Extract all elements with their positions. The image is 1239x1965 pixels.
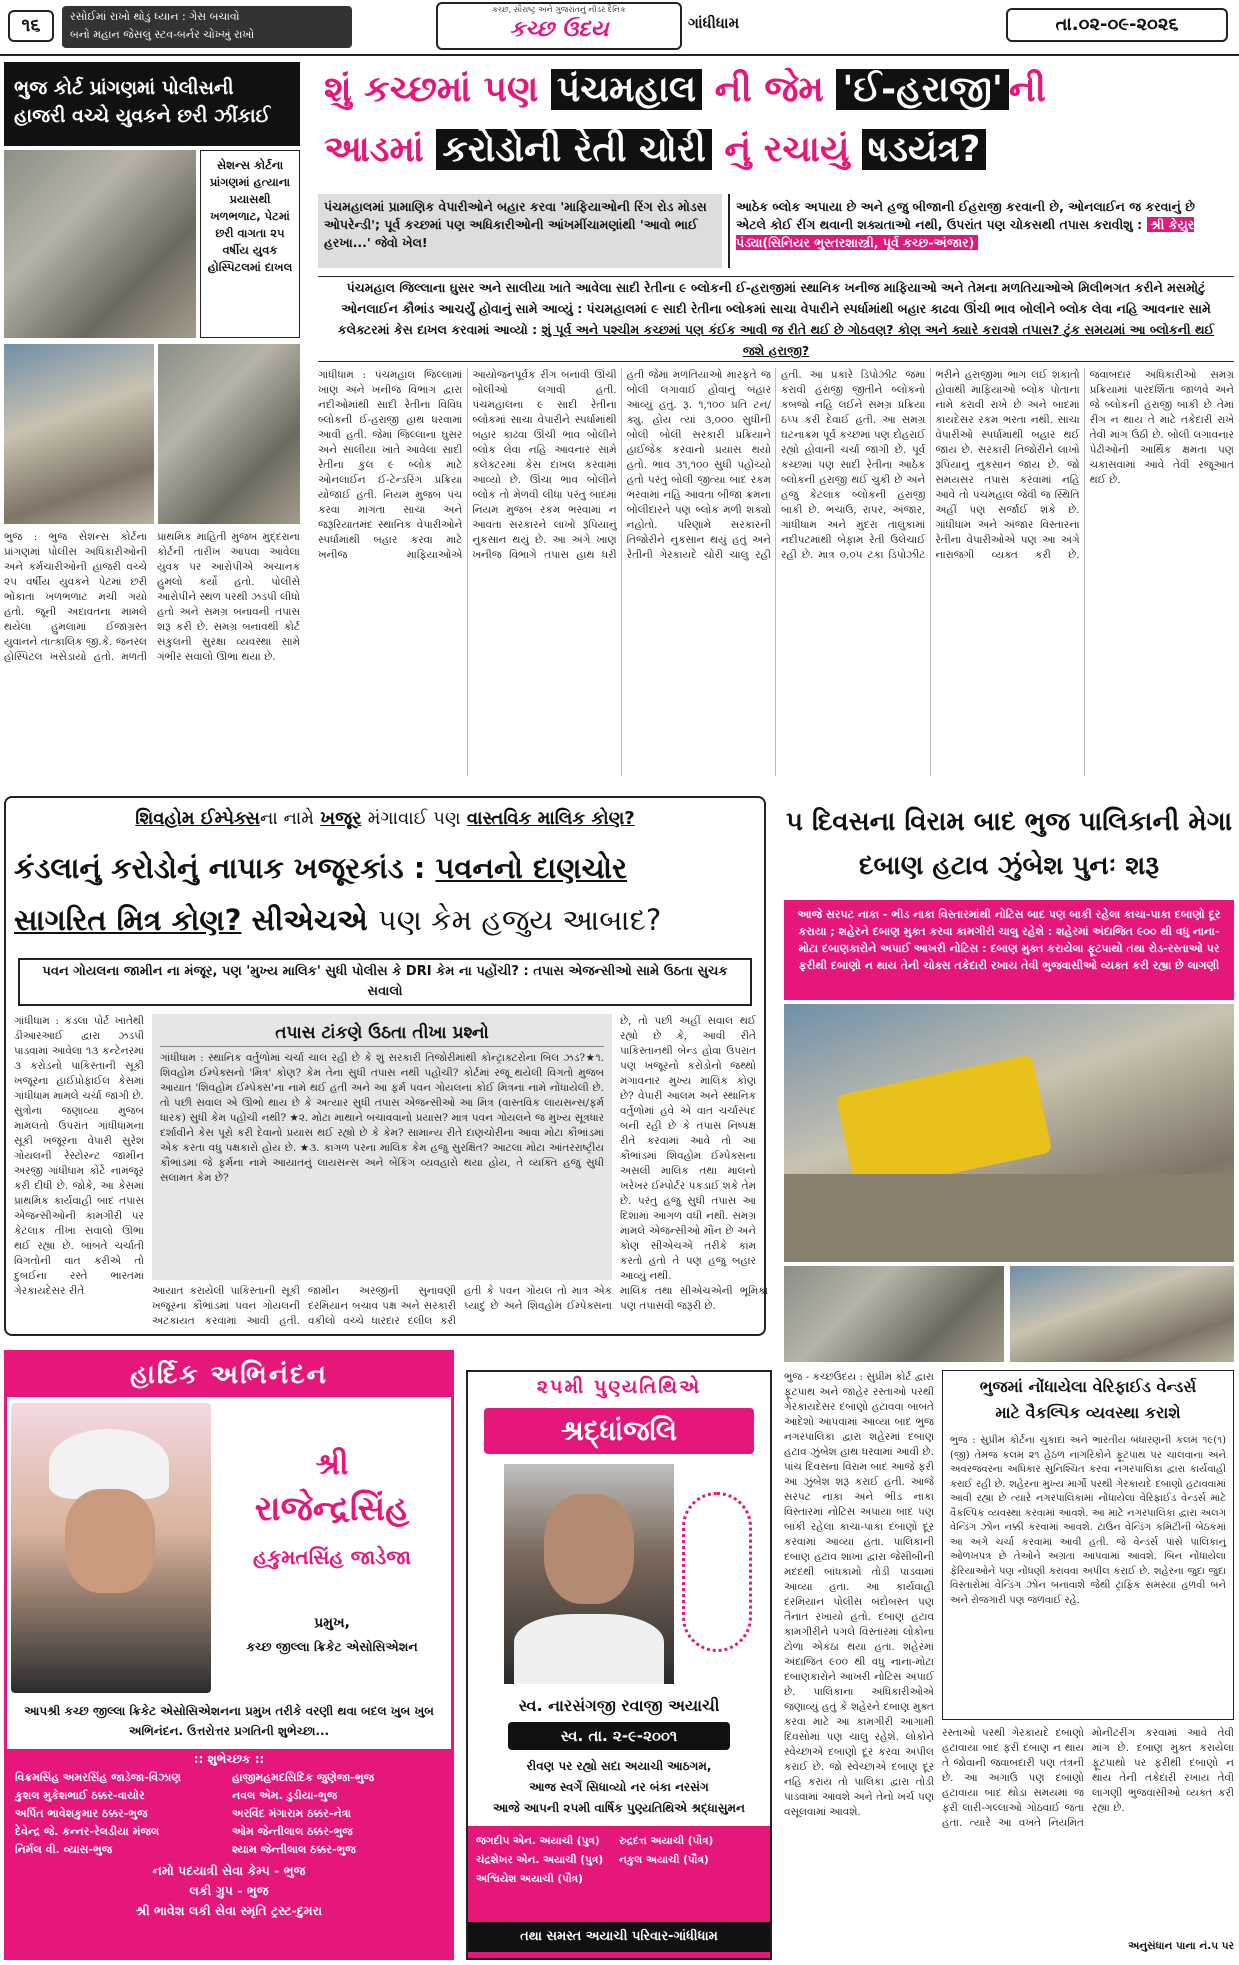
dates-kicker-part3: ખજૂર [320,808,362,829]
dates-headline-part2: પવનનો દાણચોર [435,851,627,885]
tribute-name: સ્વ. નારસંગજી રવાજી અયાચી [518,1696,720,1715]
sand-official-quote: શ્રી કેયુર પંડ્યા(સિનિયર ભુસ્તરશાસ્ત્રી, પૂર્વ કચ્છ-અંજાર) [736,217,1195,250]
tribute-shirt-shape [514,1614,664,1684]
tribute-family-member: નકુલ અયાચી (પૌત્ર) [619,1854,709,1866]
tribute-family-member: રુદ્રદત્ત અયાચી (પૌત્ર) [619,1835,714,1847]
felicitation-shri: શ્રી [315,1447,349,1482]
logo-tagline: કચ્છ, સૌરાષ્ટ્ર અને ગુજરાતનું નીડર દૈનિક [492,5,626,14]
dates-deck: પવન ગોયલના જામીન ના મંજૂર, પણ 'મુખ્ય માલિક' સુધી પોલીસ કે DRI કેમ ના પહોંચી? : તપાસ એજન્સીઓ સામે ઉઠતા સુચક સવાલો [18,958,752,1006]
sand-headline-part3: ની [1008,69,1046,110]
dates-body-right: છે, તો પછી અહીં સવાલ થઈ રહ્યો છે કે, આવી રીતે પાકિસ્તાનથી બેન્ડ હોવા ઉપરાંત પણ ખજૂરનો કરોડોનો જથ્થો મંગાવનાર મુખ્ય માલિક કોણ છે? વેપારી આલમ અને સ્થાનિક વર્તુળોમાં હવે એ વાત ચર્ચાસ્પદ બની રહી છે કે તપાસ નિષ્પક્ષ રીતે કરવામાં આવે તો આ કૌભાંડમાં શિવહોમ ઈમ્પેક્સના અસલી માલિક તથા માલનો ખરેખર ઈમ્પોર્ટર પકડાઈ શકે તેમ છે. પરંતુ હજુ સુધી તપાસ આ દિશામાં આગળ વધી નથી. સમગ્ર મામલે એજન્સીઓ મૌન છે અને કોણ સીએચએ તરીકે કામ કરતો હતો તે પણ હજુ બહાર આવ્યું નથી. [620,1015,756,1282]
demolition-headline: ૫ દિવસના વિરામ બાદ ભુજ પાલિકાની મેગા દબાણ હટાવ ઝુંબેશ પુનઃ શરૂ [785,807,1233,881]
vendors-headline-line2: માટે વૈકલ્પિક વ્યવસ્થા કરાશે [995,1403,1181,1422]
demolition-jcb-photo [784,1004,1234,1262]
dates-kicker-part2: ના નામે [259,808,315,829]
knife-victim-photo [4,150,196,338]
tribute-title: શ્રદ્ધાંજલિ [484,1408,754,1454]
gas-ad-banner [62,6,352,48]
newspaper-logo [436,2,682,50]
vendors-body: ભુજ : સુપ્રીમ કોર્ટના ચુકાદા અને ભારતીય બંધારણની કલમ ૧૯(૧)(જી) તેમજ કલમ ૨૧ હેઠળ નાગરિકોને ફૂટપાથ પર ચાલવાના અને અવરજવરના અધિકાર સુનિશ્ચિત કરવા નગરપાલિકા દ્વારા કાર્યવાહી કરાઈ રહી છે. શહેરના મુખ્ય માર્ગો પરથી ગેરકાયદે દબાણો હટાવવામાં આવી રહ્યા છે ત્યારે નગરપાલિકામાં નોંધાયેલા વેરિફાઈડ વેન્ડર્સ માટે વૈકલ્પિક વ્યવસ્થા કરવામાં આવશે. આ માટે નગરપાલિકા દ્વારા અલગ વેન્ડિંગ ઝોન નક્કી કરવામાં આવશે. ટાઉન વેન્ડિંગ કમિટીની બેઠકમાં આ અંગે ચર્ચા કરવામાં આવી હતી. જે વેન્ડર્સ પાસે પાલિકાનું ઓળખપત્ર છે તેઓને અગ્રતા આપવામાં આવશે. બિન નોંધાયેલા ફેરિયાઓને પણ નોંધણી કરાવવા અપીલ કરાઈ છે. શહેરના જુદા જુદા વિસ્તારોમાં વેન્ડિંગ ઝોન બનાવાશે જેથી ટ્રાફિક સમસ્યા હળવી બને અને રોજગારી પણ જળવાઈ રહે. [950,1435,1226,1606]
felicitation-org: કચ્છ જીલ્લા ક્રિકેટ એસોસિએશન [246,1639,418,1654]
dates-kicker-part1: શિવહોમ ઈમ્પેક્સ [135,808,260,829]
wisher-item: શ્યામ જેન્તીલાલ ઠક્કર-ભુજ [232,1843,356,1856]
page-number: ૧૬ [8,10,54,42]
dates-headline [14,842,756,952]
wisher-item: ઓમ જેન્તીલાલ ઠક્કર-ભુજ [232,1825,353,1838]
felicitation-footer1: નમો પદયાત્રી સેવા કેમ્પ - ભુજ [152,1863,306,1878]
gas-ad-line2: બનો મહાન જેસલું સ્ટવ-બર્નર ચોખ્ખું રાખો [70,28,255,41]
tribute-family-panel [468,1826,770,1958]
sand-headline-highlight1: પંચમહાલ [551,69,702,110]
sand-intro-emphasis: શું પૂર્વ અને પશ્ચીમ કચ્છમાં પણ કંઈક આવી જ રીતે થઈ છે ગોઠવણ? કોણ અને ક્યારે કરાવશે તપાસ? ટુંક સમયમાં આ બ્લોકની થઈ જશે હરાજી? [541,322,1215,358]
wisher-item: વિક્રમસિંહ અમરસિંહ જાડેજા-વિંઝાણ [15,1771,181,1784]
sand-headline-part4: આડમાં [324,129,424,170]
portrait-face-shape [65,1489,155,1593]
wisher-item: અર્પિત ભાવેશકુમાર ઠક્કર-ભુજ [15,1807,148,1820]
dates-kicker-part5: વાસ્તવિક માલિક કોણ? [466,808,635,829]
tribute-family-member: અશ્વિયેશ અયાચી (પૌત્ર) [476,1873,583,1885]
tribute-garland-icon [682,1492,752,1652]
tribute-family-list [476,1832,762,1889]
logo-text: કચ્છ ઉદય [509,17,609,42]
tribute-verse [468,1756,770,1822]
dates-headline-part4: સીએચએ [251,903,368,937]
sand-intro [318,276,1234,362]
dates-questions-box [152,1014,612,1280]
felicitation-footer3: શ્રી ભાવેશ લકી સેવા સ્મૃતિ ટ્રસ્ટ-દુમરા [135,1903,323,1918]
tribute-footer: તથા સમસ્ત અયાચી પરિવાર-ગાંધીધામ [468,1922,770,1952]
vendors-headline [946,1374,1230,1430]
sand-headline-part5: નું રચાયું [724,129,850,170]
dates-headline-line2 [14,894,756,946]
sand-story-body: ગાંધીધામ : પંચમહાલ જિલ્લામાં ખાણ અને ખનીજ વિભાગ દ્વારા નદીઓમાંથી સાદી રેતીના વિવિધ બ્લોકની ઈ-હરાજી હાથ ધરવામાં આવી હતી. જેમાં જિલ્લાના ઘુસર અને સાલીયા ખાતે આવેલા સાદી રેતીના કુલ ૯ બ્લોક માટે ઓનલાઈન ઈ-ટેન્ડરિંગ પ્રક્રિયા યોજાઈ હતી. નિયમ મુજબ પંચ કરવા માંગતા સાચા અને જરૂરિયાતમંદ સ્થાનિક વેપારીઓને સ્પર્ધામાંથી બહાર કરવા માટે ખનીજ માફિયાઓએ આયોજનપૂર્વક રીંગ બનાવી ઊંચી બોલીઓ લગાવી હતી. પંચમહાલના ૯ સાદી રેતીના બ્લોકમાં સાચા વેપારીને સ્પર્ધામાંથી બહાર કાઢવા ઊંચી ભાવ બોલીને બ્લોક લેવા નહિ આવનાર સામે કલેક્ટરમાં કેસ દાખલ કરવામાં આવ્યો છે. ઊંચા ભાવ બોલીને બ્લોક તો મેળવી લીધા પરંતુ બાદમાં નિયમ મુજબ રકમ ભરવામાં ન આવતા સરકારને લાખો રૂપિયાનું નુકસાન થયું છે. આ અંગે ખાણ ખનીજ વિભાગે તપાસ હાથ ધરી હતી જેમાં મળતિયાઓ મારફતે જ બોલી લગાવાઈ હોવાનું બહાર આવ્યું હતું. રૂ. ૧,૧૦૦ પ્રતિ ટન/ક્યુ. હોય ત્યાં ૩,૦૦૦ સુધીની બોલી બોલી સરકારી પ્રક્રિયાને હાઈજેક કરવાનો પ્રયાસ થયો હતો. ભાવ ૩૧,૧૦૦ સુધી પહોંચ્યો હતો પરંતુ બોલી જીત્યા બાદ રકમ ભરવામાં નહિ આવતા બીજા ક્રમના બોલીદારને પણ બ્લોક મળી શક્યો નહોતો. પરિણામે સરકારની તિજોરીને નુકસાન થયું હતું અને રેતીની ગેરકાયદે ચોરી ચાલુ રહી હતી. આ પ્રકારે ડિપોઝીટ જમા કરાવી હરાજી જીતીને બ્લોકનો કબજો નહિ લઈને સમગ્ર પ્રક્રિયા ઠપ્પ કરી દેવાઈ હતી. આ સમગ્ર ઘટનાક્રમ પૂર્વ કચ્છમાં પણ દોહરાઈ રહ્યો હોવાની ચર્ચા જાગી છે. પૂર્વ કચ્છમાં પણ સાદી રેતીના આઠેક બ્લોકની હરાજી થઈ ચુકી છે અને હજુ કેટલાક બ્લોકની હરાજી બાકી છે. ભચાઉ, રાપર, અંજાર, ગાંધીધામ અને મુંદરા તાલુકામાં નદીપટમાંથી બેફામ રેતી ઉલેચાઈ રહી છે. માત્ર ૦.૦૫ ટકા ડિપોઝીટ ભરીને હરાજીમાં ભાગ લઈ શકાતો હોવાથી માફિયાઓ બ્લોક પોતાના નામે કરાવી રાખે છે અને બાદમાં કાયદેસર રકમ ભરતા નથી. સાચા વેપારીઓ સ્પર્ધામાંથી બહાર થઈ જાય છે. સરકારી તિજોરીને લાખો રૂપિયાનું નુકસાન જાય છે. જો સમયસર તપાસ કરવામાં નહિ આવે તો પંચમહાલ જેવી જ સ્થિતિ અહીં પણ સર્જાઈ શકે છે. ગાંધીધામ અને અંજાર વિસ્તારના રેતીના વેપારીઓએ પણ આ અંગે નારાજગી વ્યક્ત કરી છે. જવાબદાર અધિકારીઓ સમગ્ર પ્રક્રિયામાં પારદર્શિતા જાળવે અને જે બ્લોકની હરાજી બાકી છે તેમાં રીંગ ન થાય તે માટે તકેદારી રાખે તેવી માંગ ઉઠી છે. બોલી લગાવનાર પેઢીઓની આર્થિક ક્ષમતા પણ ચકાસવામાં આવે તેવી રજૂઆત થઈ છે. [318,369,1234,561]
knife-crowd-photo-2 [158,344,300,524]
vendors-headline-line1: ભુજમાં નોંધાયેલા વેરિફાઈડ વેન્ડર્સ [979,1377,1197,1396]
jcb-arm-shape [836,1054,1052,1193]
felicitation-role: પ્રમુખ, [314,1615,350,1631]
sand-subhead-right [728,194,1234,268]
wisher-item: નવલ એમ. ડુડીયા-ભુજ [232,1789,338,1802]
felicitation-wishers-list [7,1769,451,1859]
sand-headline-line2 [324,120,1234,180]
sand-headline-highlight3: કરોડોની રેતી ચોરી [436,129,711,170]
tribute-verse-line1: રીવણ પર રહ્યો સદા અયાચી આઠગમ, [526,1759,712,1773]
tribute-portrait [504,1464,674,1684]
knife-story-body: ભુજ : ભુજ સેશન્સ કોર્ટના પ્રાંગણમાં પોલીસ અધિકારીઓની અને કર્મચારીઓની હાજરી વચ્ચે ૨૫ વર્ષીય યુવકને પેટમાં છરી ભોંકાતા ખળભળાટ મચી ગયો હતો. જૂની અદાવતના મામલે થયેલા હુમલામાં ઈજાગ્રસ્ત યુવાનને તાત્કાલિક જી.કે. જનરલ હોસ્પિટલ ખસેડાયો હતો. મળતી પ્રાથમિક માહિતી મુજબ મુદ્દરાના કોર્ટની તારીખ આપવા આવેલા યુવક પર આરોપીએ અચાનક હુમલો કર્યો હતો. પોલીસે આરોપીને સ્થળ પરથી ઝડપી લીધો હતો અને સમગ્ર બનાવની તપાસ શરૂ કરી છે. સમગ્ર બનાવથી કોર્ટ સંકુલની સુરક્ષા વ્યવસ્થા સામે ગંભીર સવાલો ઊભા થયા છે. [4,531,300,663]
demolition-body: ભુજ - કચ્છઉદય : સુપ્રીમ કોર્ટ દ્વારા ફૂટપાથ અને જાહેર રસ્તાઓ પરથી ગેરકાયદેસર દબાણો હટાવવા બાબતે આદેશો આપવામાં આવ્યા બાદ ભુજ નગરપાલિકા દ્વારા શહેરમાં દબાણ હટાવ ઝુંબેશ હાથ ધરવામાં આવી છે. પાંચ દિવસના વિરામ બાદ આજે ફરી આ ઝુંબેશ શરૂ કરાઈ હતી. આજે સરપટ નાકા અને ભીડ નાકા વિસ્તારમાં નોટિસ અપાયા બાદ પણ બાકી રહેલા કાચા-પાકા દબાણો દૂર કરવામાં આવ્યા હતા. પાલિકાની દબાણ હટાવ શાખા દ્વારા જેસીબીની મદદથી બાંધકામો તોડી પાડવામાં આવ્યા હતા. આ કાર્યવાહી દરમિયાન પોલીસ બંદોબસ્ત પણ તૈનાત રખાયો હતો. દબાણ હટાવ કામગીરીને પગલે વિસ્તારમાં લોકોના ટોળા એકઠા થયા હતા. શહેરમાં અંદાજિત ૯૦૦ થી વધુ નાના-મોટા દબાણકારોને આખરી નોટિસ અપાઈ છે. પાલિકાના અધિકારીઓએ જણાવ્યું હતું કે શહેરને દબાણ મુક્ત કરવા માટે આ કામગીરી આગામી દિવસોમાં પણ ચાલુ રહેશે. લોકોને સ્વેચ્છાએ દબાણો દૂર કરવા અપીલ કરાઈ છે. જો સ્વેચ્છાએ દબાણ દૂર નહિ કરાય તો પાલિકા દ્વારા તોડી પાડવામાં આવશે અને તેનો ખર્ચ પણ વસૂલવામાં આવશે. [784,1371,935,1818]
dates-headline-part1: કંડલાનું કરોડોનું નાપાક ખજૂરકાંડ : [14,851,426,885]
wisher-item: કુશલ મુકેશભાઈ ઠક્કર-વાયોર [15,1789,145,1802]
felicitation-surname: હકુમતસિંહ જાડેજા [252,1545,412,1569]
knife-crowd-photo-1 [4,344,154,524]
tribute-header: ૨૫મી પુણ્યતિથિએ [536,1376,702,1398]
sand-subhead-left: પંચમહાલમાં પ્રામાણિક વેપારીઓને બહાર કરવા 'માફિયાઓની રિંગ રોડ મોડસ ઓપરેન્ડી'; પૂર્વ કચ્છમાં પણ અધિકારીઓની આંખમીંચામણાંથી 'આવો ભાઈ હરખા...' જેવો ખેલ! [318,194,722,268]
dates-questions-body: ગાંધીધામ : સ્થાનિક વર્તુળોમાં ચર્ચા ચાલ રહી છે કે શું સરકારી તિજોરીમાંથી કોન્ટ્રાક્ટરોના બિલ ઝડ?★૧. શિવહોમ ઈમ્પેક્સનો 'મિત્ર' કોણ? કેમ તેના સુધી તપાસ નથી પહોંચી? કોર્ટમાં રજૂ થયેલી વિગતો મુજબ આયાત 'શિવહોમ ઈમ્પેક્સ'ના નામે થઈ હતી અને આ ફર્મ પવન ગોયલના કોઈ મિત્રના નામે નોંધાયેલી છે. તો પછી સવાલ એ ઊભો થાય છે કે અત્યાર સુધી તપાસ એજન્સીઓ આ મિત્ર (વાસ્તવિક લાયસન્સ/ફર્મ ધારક) સુધી કેમ પહોંચી નથી? ★૨. મોટા માથાને બચાવવાનો પ્રયાસ? માત્ર પવન ગોયલને જ મુખ્ય સૂત્રધાર દર્શાવીને કેસ પૂરો કરી દેવાનો પ્રયાસ થઈ રહ્યો છે કે કેમ? સામાન્ય રીતે દાણચોરીના આવા મોટા કૌભાંડમાં એક કરતા વધુ પક્ષકારો હોય છે. ★૩. કાગળ પરના માલિક કેમ હજુ સુરક્ષિત? આટલા મોટા આંતરરાષ્ટ્રીય કૌભાંડમાં જે ફર્મના નામે આયાતનું લાયસન્સ અને બેંકિંગ વ્યવહારો થયા હોય, તે વ્યક્તિ હજુ સુધી સલામત કેમ છે? [160,1052,604,1184]
tribute-ad [466,1370,772,1960]
sand-intro-text: પંચમહાલ જિલ્લાના ઘુસર અને સાલીયા ખાતે આવેલા સાદી રેતીના ૯ બ્લોકની ઈ-હરાજીમાં સ્થાનિક ખનીજ માફિયાઓ અને તેમના મળતિયાઓએ મિલીભગત કરીને મસમોટું ઓનલાઈન કૌભાંડ આચર્યું હોવાનું સામે આવ્યું : પંચમહાલમાં ૯ સાદી રેતીના બ્લોકમાં સાચા વેપારીને સ્પર્ધામાંથી બહાર કાઢવા ઊંચી ભાવ બોલીને બ્લોક લેવા નહિ આવનાર સામે કલેક્ટરમાં કેસ દાખલ કરવામાં આવ્યો : [337,280,1211,337]
rubble-shape [784,1174,1234,1262]
felicitation-wishers-panel [7,1749,451,1957]
masthead [0,0,1239,56]
knife-story-caption: સેશન્સ કોર્ટના પ્રાંગણમાં હત્યાના પ્રયાસથી ખળભળાટ, પેટમાં છરી વાગતા ૨૫ વર્ષીય યુવક હોસ્પિટલમાં દાખલ [200,150,300,338]
dates-kicker-part4: મંગાવાઈ પણ [367,808,461,829]
dates-headline-part5: પણ કેમ હજુય આબાદ? [377,903,662,937]
tribute-verse-line3: આજે આપની ૨૫મી વાર્ષિક પુણ્યતિથિએ શ્રદ્ધાસુમન [493,1801,745,1815]
wisher-item: અરવિંદ મંગારામ ઠક્કર-નેત્રા [232,1807,352,1820]
issue-date: તા.૦૨-૦૯-૨૦૨૬ [1006,8,1228,42]
knife-story-headline: ભુજ કોર્ટ પ્રાંગણમાં પોલીસની હાજરી વચ્ચે યુવકને છરી ઝીંકાઈ [4,62,300,146]
felicitation-message: આપશ્રી કચ્છ જીલ્લા ક્રિકેટ એસોસિએશનના પ્રમુખ તરીકે વરણી થવા બદલ ખુબ ખુબ અભિનંદન. ઉત્તરોત્તર પ્રગતિની શુભેચ્છા... [24,1704,434,1738]
felicitation-footer2: લકી ગ્રુપ - ભુજ [189,1883,269,1898]
dates-headline-line1 [14,842,756,894]
city-name: ગાંધીધામ [688,14,740,32]
dates-kicker [14,808,756,836]
felicitation-name: રાજેન્દ્રસિંહ [254,1489,410,1529]
demolition-deck: આજે સરપટ નાકા - ભીડ નાકા વિસ્તારમાંથી નોટિસ બાદ પણ બાકી રહેલા કાચા-પાકા દબાણો દૂર કરાયા ; શહેરને દબાણ મુક્ત કરવા કામગીરી ચાલુ રહેશે : શહેરમાં અંદાજિત ૯૦૦ થી વધુ નાના-મોટા દબાણકારોને અપાઈ આખરી નોટિસ : દબાણ મુક્ત કરાયેલા ફૂટપાથો તથા રોડ-રસ્તાઓ પર ફરીથી દબાણો ન થાય તેની ચોક્સ તકેદારી રખાય તેવી ભુજવાસીઓ વ્યક્ત કરી રહ્યા છે લાગણી [784,900,1234,1000]
gas-ad-line1: રસોઈમાં રાખો થોડું ધ્યાન : ગેસ બચાવો [70,10,240,23]
tribute-face-shape [544,1494,634,1604]
sand-headline-highlight2: 'ઈ-હરાજી' [836,69,1009,110]
sand-headline-highlight4: ષડયંત્ર? [862,129,986,170]
felicitation-ad [4,1350,454,1960]
demolition-crowd-photo-2 [1010,1266,1234,1362]
wisher-item: દેવેન્દ્ર જે. કન્નર-રેલડીયા મંજલ [15,1825,160,1838]
dates-headline-part3: સાગરિત મિત્ર કોણ? [14,903,242,937]
felicitation-header: હાર્દિક અભિનંદન [7,1353,451,1397]
dates-body-left: ગાંધીધામ : કંડલા પોર્ટ ખાતેથી ડીઆરઆઈ દ્વારા ઝડપી પાડવામાં આવેલા ૧૩ કન્ટેનરમાં ૩ કરોડનો પાકિસ્તાની સૂકી ખજૂરના હાઈપ્રોફાઈલ કેસમાં ગાંધીધામ મામલે ચર્ચા જાગી છે. સુત્રોના જણાવ્યા મુજબ મામલતો ઉપરાંત ગાંધીધામના સૂકી ખજૂરના વેપારી સુરેશ ગોયલની રેસ્ટોરન્ટ જામીન અરજી ગાંધીધામ કોર્ટે નામંજૂર કરી દીધી છે. જોકે, આ કેસમાં પ્રાથમિક કાર્યવાહી બાદ તપાસ એજન્સીઓની કામગીરી પર કેટલાક તીખા સવાલો ઊભા થઈ રહ્યા છે. બાબતે ચર્ચાતી વિગતોની વાત કરીએ તો દુબઈના રસ્તે ભારતમાં ગેરકાયદેસર રીતે [14,1015,144,1297]
felicitation-wishers-title: :: શુભેચ્છક :: [193,1752,265,1766]
sand-headline-part2: ની જેમ [714,69,824,110]
demolition-body-continued: રસ્તાઓ પરથી ગેરકાયદે દબાણો હટાવાયા બાદ ફરી દબાણ ન થાય તે જોવાની જવાબદારી પણ તંત્રની છે. આ અગાઉ પણ દબાણો હટાવાયા બાદ થોડા સમયમાં જ ફરી લારી-ગલ્લાઓ ગોઠવાઈ જતા હતા. ત્યારે આ વખતે નિયમિત મોનીટરીંગ કરવામાં આવે તેવી માંગ છે. દબાણ મુક્ત કરાયેલા ફૂટપાથો પર ફરીથી દબાણો ન થાય તેની તકેદારી રખાય તેવી લાગણી ભુજવાસીઓ વ્યક્ત કરી રહ્યા છે. [942,1727,1234,1829]
dates-body-bottom: આયાત કરાયેલી પાકિસ્તાની સૂકી ખજૂરના કૌભાંડમાં પવન ગોયલની અટકાયત કરવામાં આવી હતી. જામીન અરજીની સુનાવણી દરમિયાન બચાવ પક્ષ અને સરકારી વકીલો વચ્ચે ધારદાર દલીલ કરી હતી કે પવન ગોયલ તો માત્ર એક પ્યાદું છે અને શિવહોમ ઈમ્પેક્સના માલિક તથા સીએચએની ભૂમિકા પણ તપાસવી જરૂરી છે. [152,1285,768,1327]
tribute-family-member: ચંદ્રશેખર એન. અયાચી (પુત્ર) [476,1854,604,1866]
sand-subhead-right-text: આઠેક બ્લોક અપાયા છે અને હજુ બીજાની ઈહરાજી કરવાની છે, ઓનલાઈન જ કરવાનું છે એટલે કોઈ રીંગ થવાની શક્યતાઓ નથી, ઉપરાંત પણ ચોકસથી તપાસ કરાવીશુ : [736,199,1195,232]
tribute-family-member: જગદીપ એન. અયાચી (પુત્ર) [476,1835,600,1847]
sand-headline-part1: શું કચ્છમાં પણ [324,69,539,110]
dates-questions-title: તપાસ ટાંકણે ઉઠતા તીખા પ્રશ્નો [160,1020,604,1047]
tribute-verse-line2: આજ સ્વર્ગે સિધાવ્યો નર બંકા નરસંગ [529,1780,709,1794]
wisher-item: નિર્મલ વી. વ્યાસ-ભુજ [15,1843,113,1856]
felicitation-portrait [11,1403,211,1693]
tribute-date: સ્વ. તા. ૨-૯-૨૦૦૧ [508,1722,730,1750]
sand-story-headline [318,60,1234,188]
demolition-crowd-photo-1 [784,1266,1004,1362]
wisher-item: હાજીમહમદસિદિક જુણેજા-ભુજ [232,1771,375,1784]
sand-headline-line1 [324,60,1234,120]
demolition-continued-footer: અનુસંધાન પાના નં.૫ પર [1128,1940,1234,1952]
